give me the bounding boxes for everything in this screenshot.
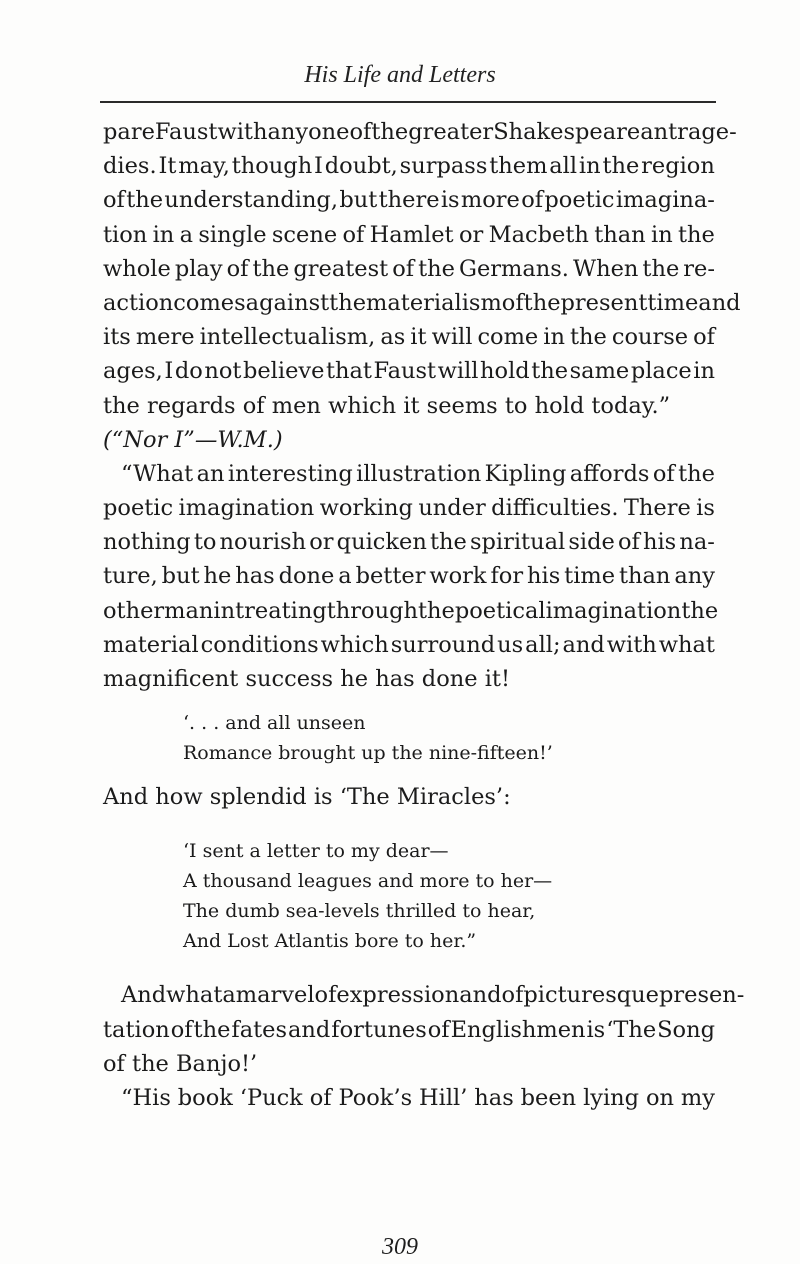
text-line: poetic imagination working under difficulties. There is (103, 495, 715, 522)
text-line: tion in a single scene of Hamlet or Macbeth than in the (103, 221, 715, 248)
text-line: the regards of men which it seems to hold today.” (103, 392, 671, 419)
running-head: His Life and Letters (304, 62, 496, 88)
paragraph-4-first-line: “His book ‘Puck of Pook’s Hill’ has been lying on my (121, 1084, 715, 1111)
header-rule (100, 101, 716, 103)
text-line: of the understanding, but there is more of poetic imagina- (103, 187, 715, 214)
verse-line: The dumb sea-levels thrilled to hear, (183, 900, 536, 923)
page-number: 309 (382, 1234, 418, 1260)
text-line: material conditions which surround us all; and with what (103, 631, 715, 658)
text-line: ages, I do not believe that Faust will hold the same place in (103, 358, 715, 385)
text-line: whole play of the greatest of the Germans. When the re- (103, 255, 715, 282)
verse-quote-1 (103, 708, 715, 768)
verse-quote-2 (103, 836, 715, 956)
verse-line: Romance brought up the nine-fifteen!’ (183, 742, 553, 765)
text-line: ture, but he has done a better work for his time than any (103, 563, 715, 590)
text-line: And what a marvel of expression and of picturesque presen- (121, 982, 745, 1009)
page-body (103, 115, 745, 1115)
paragraph-2 (103, 457, 719, 696)
text-line: action comes against the materialism of the present time and (103, 289, 741, 316)
text-line: nothing to nourish or quicken the spiritual side of his na- (103, 529, 715, 556)
verse-line: A thousand leagues and more to her— (183, 870, 553, 893)
text-line: of the Banjo!’ (103, 1050, 258, 1077)
citation-line (103, 423, 715, 457)
paragraph-3 (103, 978, 745, 1081)
text-line: pare Faust with any one of the greater Shakespearean trage- (103, 119, 737, 145)
verse-line: And Lost Atlantis bore to her.” (183, 930, 477, 953)
text-line: dies. It may, though I doubt, surpass them all in the region (103, 153, 715, 180)
miracles-line (103, 780, 715, 814)
verse-line: ‘. . . and all unseen (183, 712, 366, 735)
text-line: “What an interesting illustration Kipling affords of the (121, 460, 715, 487)
miracles-text: And how splendid is ‘The Miracles’: (103, 784, 511, 811)
text-line: tation of the fates and fortunes of Englishmen is ‘The Song (103, 1016, 715, 1043)
text-line: its mere intellectualism, as it will come in the course of (103, 324, 715, 351)
text-line: magnificent success he has done it! (103, 666, 510, 692)
verse-line: ‘I sent a letter to my dear— (183, 840, 449, 863)
citation: (“Nor I”—W.M.) (103, 426, 283, 453)
paragraph-1 (103, 115, 741, 423)
text-line: other man in treating through the poetical imagination the (103, 597, 719, 624)
